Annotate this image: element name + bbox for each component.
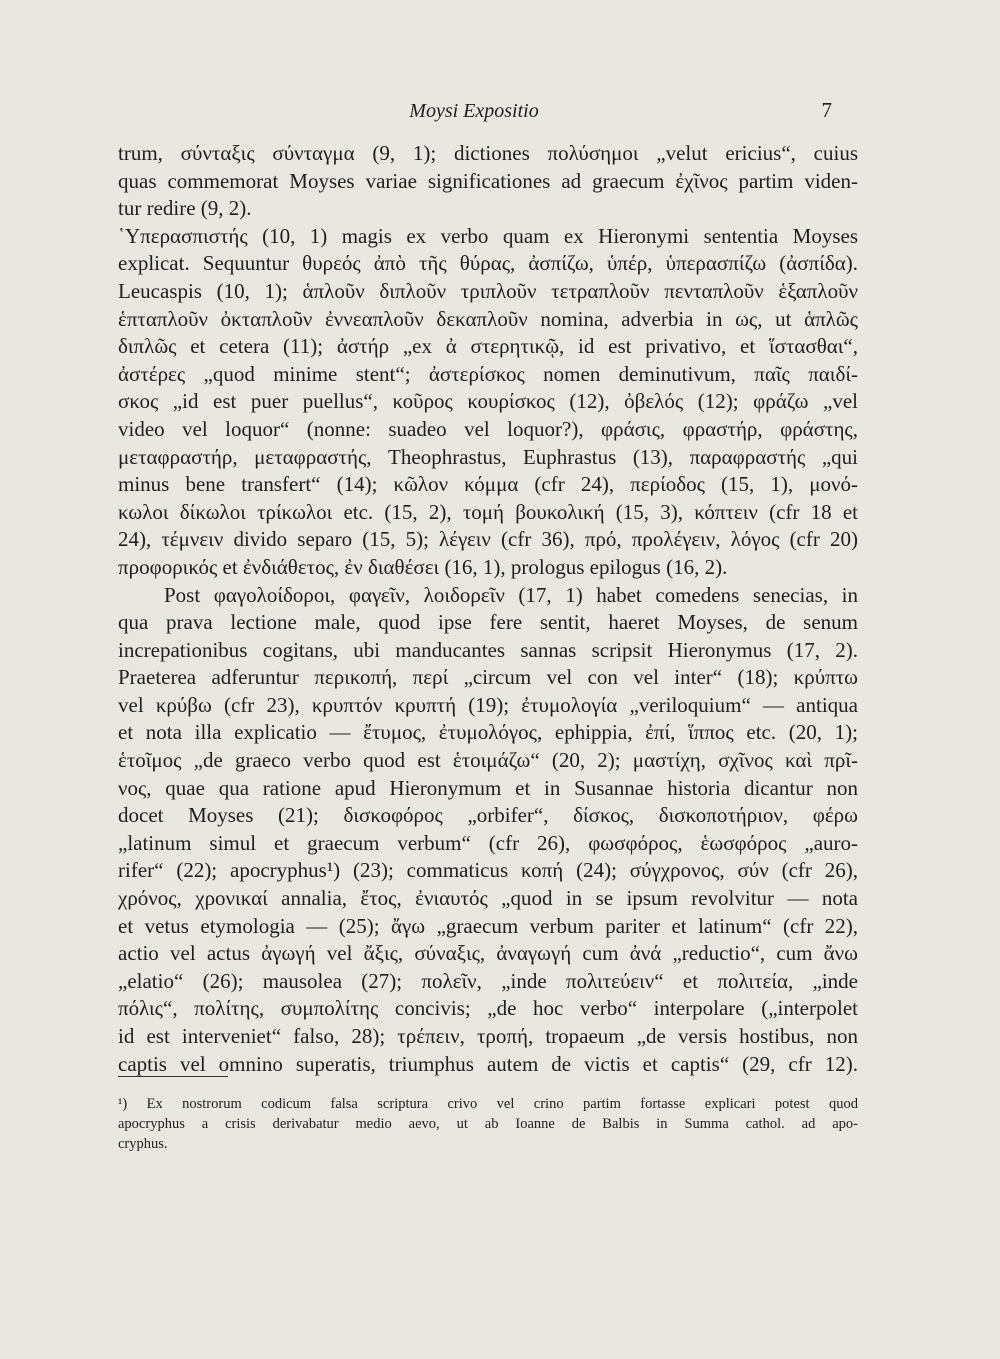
text-line: increpationibus cogitans, ubi manducantes sannas scripsit Hieronymus (17, 2). <box>118 637 858 662</box>
text-line: 24), τέμνειν divido separo (15, 5); λέγειν (cfr 36), πρό, προλέγειν, λόγος (cfr 20) <box>118 527 858 552</box>
footnote-divider <box>118 1076 228 1077</box>
text-line: tur redire (9, 2). <box>118 196 252 221</box>
text-line: video vel loquor“ (nonne: suadeo vel loquor?), φράσις, φραστήρ, φράστης, <box>118 416 858 441</box>
text-line: διπλῶς et cetera (11); ἀστήρ „ex ἀ στερητικῷ, id est privativo, et ἵστασθαι“, <box>118 334 858 359</box>
text-line: „elatio“ (26); mausolea (27); πολεῖν, „inde πολιτεύειν“ et πολιτεία, „inde <box>118 968 858 993</box>
text-line: Post φαγολοίδοροι, φαγεῖν, λοιδορεῖν (17, 1) habet comedens senecias, in <box>164 582 858 607</box>
text-line: Praeterea adferuntur περικοπή, περί „circum vel con vel inter“ (18); κρύπτω <box>118 665 858 690</box>
body-text <box>118 140 858 1078</box>
text-line: captis vel omnino superatis, triumphus autem de victis et captis“ (29, cfr 12). <box>118 1051 858 1076</box>
text-line: σκος „id est puer puellus“, κοῦρος κουρίσκος (12), ὀβελός (12); φράζω „vel <box>118 389 858 414</box>
text-line: ἀστέρες „quod minime stent“; ἀστερίσκος nomen deminutivum, παῖς παιδί- <box>118 361 858 386</box>
page-number: 7 <box>821 98 832 122</box>
text-line: προφορικός et ἐνδιάθετος, ἐν διαθέσει (16, 1), prologus epilogus (16, 2). <box>118 554 728 579</box>
text-line: vel κρύβω (cfr 23), κρυπτόν κρυπτή (19); ἐτυμολογία „veriloquium“ — antiqua <box>118 692 858 717</box>
footnote <box>118 1094 858 1154</box>
text-line: minus bene transfert“ (14); κῶλον κόμμα (cfr 24), περίοδος (15, 1), μονό- <box>118 472 858 497</box>
text-line: „latinum simul et graecum verbum“ (cfr 26), φωσφόρος, ἑωσφόρος „auro- <box>118 830 858 855</box>
text-line: ἑτοῖμος „de graeco verbo quod est ἑτοιμάζω“ (20, 2); μαστίχη, σχῖνος καὶ πρῖ- <box>118 748 858 773</box>
footnote-line: cryphus. <box>118 1136 168 1152</box>
text-line: Leucaspis (10, 1); ἁπλοῦν διπλοῦν τριπλοῦν τετραπλοῦν πενταπλοῦν ἑξαπλοῦν <box>118 278 858 303</box>
text-line: docet Moyses (21); δισκοφόρος „orbifer“, δίσκος, δισκοποτήριον, φέρω <box>118 803 858 828</box>
text-line: et vetus etymologia — (25); ἄγω „graecum verbum pariter et latinum“ (cfr 22), <box>118 913 858 938</box>
text-line: quas commemorat Moyses variae significationes ad graecum ἐχῖνος partim viden- <box>118 168 858 193</box>
text-line: explicat. Sequuntur θυρεός ἀπὸ τῆς θύρας, ἀσπίζω, ὑπέρ, ὑπερασπίζω (ἀσπίδα). <box>118 251 858 276</box>
text-line: id est interveniet“ falso, 28); τρέπειν, τροπή, tropaeum „de versis hostibus, non <box>118 1024 858 1048</box>
running-title: Moysi Expositio <box>409 100 539 122</box>
text-line: actio vel actus ἀγωγή vel ἄξις, σύναξις, ἀναγωγή cum ἀνά „reductio“, cum ἄνω <box>118 941 858 966</box>
text-line: πόλις“, πολίτης, συμπολίτης concivis; „de hoc verbo“ interpolare („interpolet <box>118 996 858 1021</box>
text-line: et nota illa explicatio — ἔτυμος, ἐτυμολόγος, ephippia, ἐπί, ἵππος etc. (20, 1); <box>118 720 858 745</box>
text-line: ῾Υπερασπιστής (10, 1) magis ex verbo quam ex Hieronymi sententia Moyses <box>118 223 858 248</box>
footnote-line: ¹) Ex nostrorum codicum falsa scriptura crivo vel crino partim fortasse explicari potest quod <box>118 1096 858 1112</box>
text-line: rifer“ (22); apocryphus¹) (23); commaticus κοπή (24); σύγχρονος, σύν (cfr 26), <box>118 858 858 883</box>
running-head <box>118 96 830 126</box>
text-line: κωλοι δίκωλοι τρίκωλοι etc. (15, 2), τομή βουκολική (15, 3), κόπτειν (cfr 18 et <box>118 499 858 524</box>
text-line: ἑπταπλοῦν ὀκταπλοῦν ἐννεαπλοῦν δεκαπλοῦν nomina, adverbia in ως, ut ἁπλῶς <box>118 306 858 331</box>
footnote-line: apocryphus a crisis derivabatur medio aevo, ut ab Ioanne de Balbis in Summa cathol. ad apo- <box>118 1116 858 1132</box>
text-line: qua prava lectione male, quod ipse fere sentit, haeret Moyses, de senum <box>118 610 858 635</box>
text-line: trum, σύνταξις σύνταγμα (9, 1); dictiones πολύσημοι „velut ericius“, cuius <box>118 141 858 165</box>
text-line: χρόνος, χρονικαί annalia, ἔτος, ἐνιαυτός „quod in se ipsum revolvitur — nota <box>118 886 858 911</box>
text-line: μεταφραστήρ, μεταφραστής, Theophrastus, Euphrastus (13), παραφραστής „qui <box>118 444 858 469</box>
text-line: νος, quae qua ratione apud Hieronymum et in Susannae historia dicantur non <box>118 775 858 800</box>
